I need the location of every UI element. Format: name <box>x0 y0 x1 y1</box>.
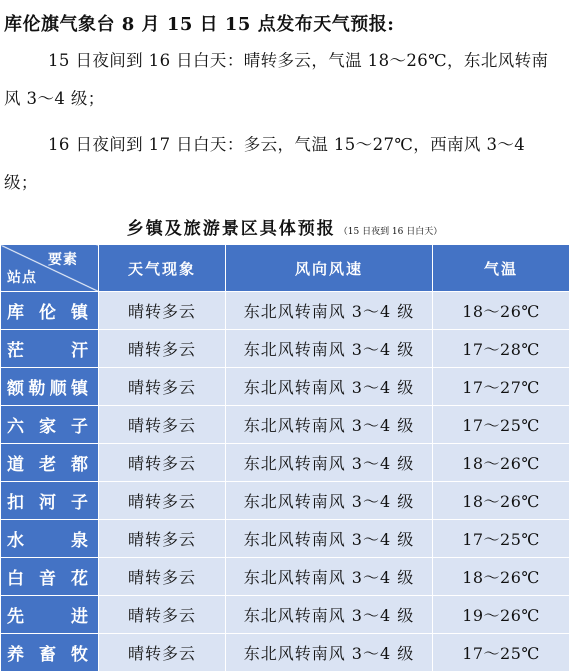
table-row <box>1 596 569 634</box>
station-cell: 扣河子 <box>1 482 99 520</box>
weather-cell: 晴转多云 <box>99 292 226 330</box>
station-cell: 库伦镇 <box>1 292 99 330</box>
column-header-wind: 风向风速 <box>226 245 433 292</box>
temperature-cell: 17～25℃ <box>433 520 569 558</box>
forecast-heading: 库伦旗气象台 8 月 15 日 15 点发布天气预报: <box>4 10 564 36</box>
table-row <box>1 406 569 444</box>
temperature-cell: 18～26℃ <box>433 292 569 330</box>
wind-cell: 东北风转南风 3～4 级 <box>226 634 433 672</box>
weather-cell: 晴转多云 <box>99 368 226 406</box>
table-title-text: 乡镇及旅游景区具体预报 <box>127 219 336 239</box>
wind-cell: 东北风转南风 3～4 级 <box>226 558 433 596</box>
forecast-table <box>0 244 569 672</box>
wind-cell: 东北风转南风 3～4 级 <box>226 482 433 520</box>
column-header-weather: 天气现象 <box>99 245 226 292</box>
table-row <box>1 444 569 482</box>
weather-cell: 晴转多云 <box>99 406 226 444</box>
station-cell: 先 进 <box>1 596 99 634</box>
table-row <box>1 292 569 330</box>
station-cell: 额勒顺镇 <box>1 368 99 406</box>
station-cell: 六家子 <box>1 406 99 444</box>
table-row <box>1 634 569 672</box>
table-row <box>1 482 569 520</box>
station-cell: 道老都 <box>1 444 99 482</box>
forecast-paragraph-text: 16 日夜间到 17 日白天：多云，气温 15～27℃，西南风 3～4 级； <box>4 135 525 192</box>
table-title-note: （15 日夜到 16 日白天） <box>339 227 443 237</box>
corner-label-elements: 要素 <box>48 249 78 269</box>
forecast-paragraph-day16 <box>4 42 564 118</box>
weather-cell: 晴转多云 <box>99 482 226 520</box>
table-row <box>1 520 569 558</box>
temperature-cell: 18～26℃ <box>433 482 569 520</box>
temperature-cell: 18～26℃ <box>433 558 569 596</box>
temperature-cell: 18～26℃ <box>433 444 569 482</box>
weather-cell: 晴转多云 <box>99 634 226 672</box>
weather-cell: 晴转多云 <box>99 444 226 482</box>
table-row <box>1 368 569 406</box>
temperature-cell: 17～25℃ <box>433 406 569 444</box>
table-title <box>0 214 569 239</box>
weather-cell: 晴转多云 <box>99 596 226 634</box>
corner-label-stations: 站点 <box>7 267 37 287</box>
temperature-cell: 17～27℃ <box>433 368 569 406</box>
corner-header-cell <box>1 245 99 292</box>
wind-cell: 东北风转南风 3～4 级 <box>226 520 433 558</box>
forecast-paragraph-text: 15 日夜间到 16 日白天：晴转多云，气温 18～26℃，东北风转南风 3～4 级； <box>4 51 548 108</box>
station-cell: 茫 汗 <box>1 330 99 368</box>
wind-cell: 东北风转南风 3～4 级 <box>226 596 433 634</box>
wind-cell: 东北风转南风 3～4 级 <box>226 444 433 482</box>
weather-cell: 晴转多云 <box>99 330 226 368</box>
station-cell: 水 泉 <box>1 520 99 558</box>
station-cell: 白音花 <box>1 558 99 596</box>
temperature-cell: 19～26℃ <box>433 596 569 634</box>
table-row <box>1 330 569 368</box>
weather-cell: 晴转多云 <box>99 558 226 596</box>
table-header-row <box>1 245 569 292</box>
table-row <box>1 558 569 596</box>
weather-cell: 晴转多云 <box>99 520 226 558</box>
column-header-temperature: 气温 <box>433 245 569 292</box>
forecast-paragraph-day17 <box>4 126 564 202</box>
wind-cell: 东北风转南风 3～4 级 <box>226 406 433 444</box>
wind-cell: 东北风转南风 3～4 级 <box>226 330 433 368</box>
wind-cell: 东北风转南风 3～4 级 <box>226 292 433 330</box>
temperature-cell: 17～25℃ <box>433 634 569 672</box>
station-cell: 养畜牧 <box>1 634 99 672</box>
wind-cell: 东北风转南风 3～4 级 <box>226 368 433 406</box>
temperature-cell: 17～28℃ <box>433 330 569 368</box>
